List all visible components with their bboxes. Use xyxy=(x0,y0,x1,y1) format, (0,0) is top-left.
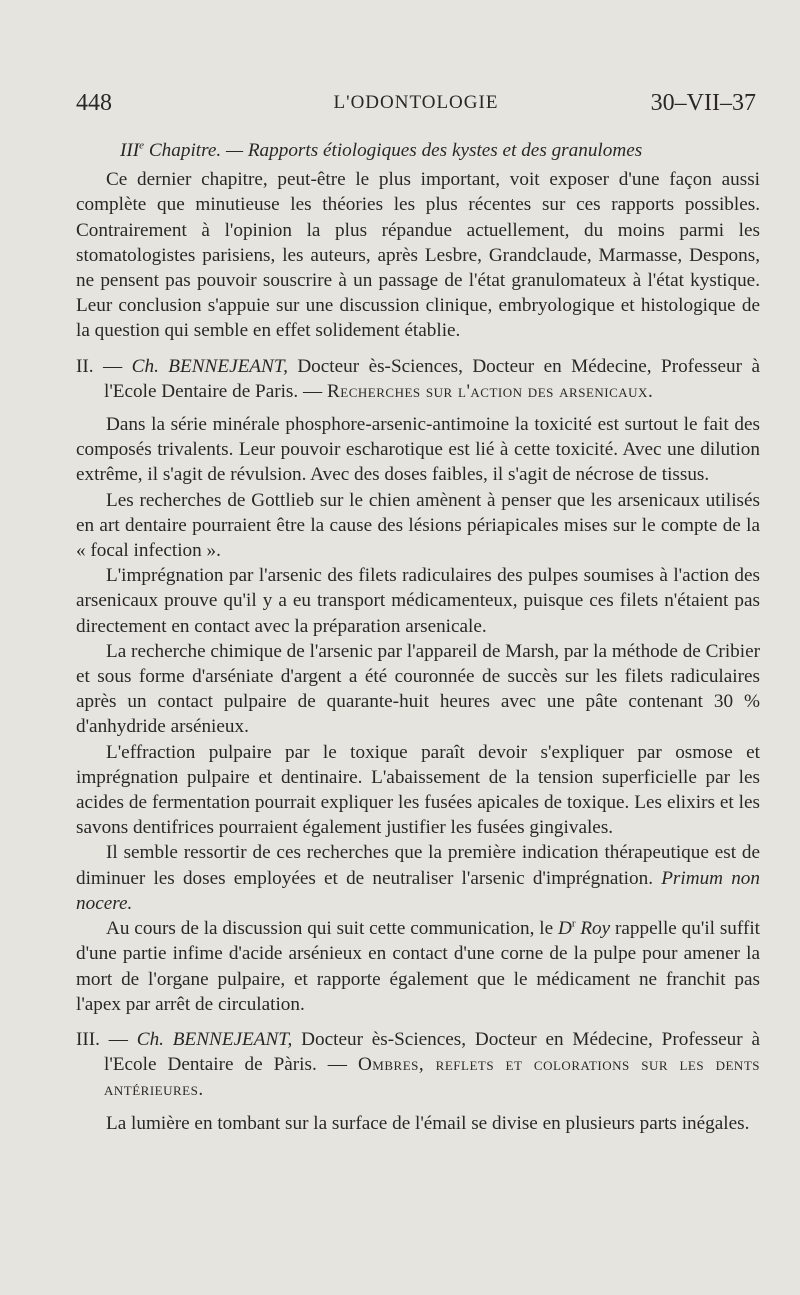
chapter-roman: III xyxy=(120,140,140,161)
chapter-dash: — xyxy=(221,140,248,161)
paragraph: L'effraction pulpaire par le toxique paraît devoir s'expliquer par osmose et imprégnation pulpaire et dentinaire. L'abaissement de la tension superficielle par les acides de fermentation pourrait expliquer les fusées apicales de toxique. Les elixirs et les savons dentifrices pourraient également justifier les fusées gingivales. xyxy=(76,741,760,839)
doctor-sup: r xyxy=(571,917,576,930)
running-header xyxy=(76,90,756,124)
journal-title: L'ODONTOLOGIE xyxy=(333,92,499,113)
chapter-heading xyxy=(76,138,760,163)
conclusion-text: Il semble ressortir de ces recherches que la première indication thérapeutique est de diminuer les doses employées et de neutraliser l'arsenic d'imprégnation. xyxy=(76,842,760,889)
section-3-title: Ombres, reflets et colorations sur les dents antérieures. xyxy=(104,1054,760,1101)
section-3-paragraph: La lumière en tombant sur la surface de l'émail se divise en plusieurs parts inégales. xyxy=(106,1112,750,1134)
chapter-label: Chapitre. xyxy=(144,140,222,161)
doctor-abbrev: D xyxy=(557,918,572,940)
issue-date: 30–VII–37 xyxy=(650,90,756,116)
discussion-paragraph xyxy=(76,916,760,1017)
chapter-title: Rapports étiologiques des kystes et des granulomes xyxy=(247,140,643,161)
section-3-numeral: III. — xyxy=(76,1028,137,1050)
discussion-text-a: Au cours de la discussion qui suit cette communication, le xyxy=(106,918,558,940)
discussion-text-b: rappelle qu'il suffit d'une partie infime d'acide arsénieux en contact d'une corne de la pulpe pour amener la mort de l'organe pulpaire, et rapporte également que le médicament ne franchit pas l'apex par arrêt de circulation. xyxy=(76,918,760,1015)
intro-paragraph: Ce dernier chapitre, peut-être le plus important, voit exposer d'une façon aussi complète que minutieuse les théories les plus récentes sur ces rapports possibles. Contrairement à l'opinion la plus répandue actuellement, du moins parmi les stomatologistes parisiens, les auteurs, après Lesbre, Grandclaude, Marmasse, Despons, ne pensent pas pouvoir souscrire à un passage de l'état granulomateux à l'état kystique. Leur conclusion s'appuie sur une discussion clinique, embryologique et histologique de la question qui semble en effet solidement établie. xyxy=(76,169,760,342)
section-2-numeral: II. — xyxy=(76,355,132,377)
section-2-title: Recherches sur l'action des arsenicaux. xyxy=(326,380,654,402)
paragraph: La recherche chimique de l'arsenic par l'appareil de Marsh, par la méthode de Cribier et sous forme d'arséniate d'argent a été couronnée de succès sur les filets radiculaires après un contact pulpaire de quarante-huit heures avec une pâte contenant 30 % d'anhydride arsénieux. xyxy=(76,640,760,738)
conclusion-paragraph xyxy=(76,840,760,916)
page-number: 448 xyxy=(76,90,112,116)
section-2-credentials: Docteur ès-Sciences, Docteur en Médecine, Professeur à l'Ecole Dentaire de Paris. — xyxy=(104,355,760,402)
section-2-author: Ch. BENNEJEANT, xyxy=(131,355,288,377)
paragraph: Les recherches de Gottlieb sur le chien amènent à penser que les arsenicaux utilisés en art dentaire pourraient être la cause des lésions périapicales mises sur le compte de la « focal infection ». xyxy=(76,489,760,562)
section-3-heading xyxy=(76,1027,760,1103)
latin-maxim: Primum non nocere. xyxy=(76,867,760,914)
chapter-sup: e xyxy=(139,139,145,152)
doctor-name: Roy xyxy=(575,918,611,940)
section-3-credentials: Docteur ès-Sciences, Docteur en Médecine, Professeur à l'Ecole Dentaire de Pàris. — xyxy=(104,1028,760,1076)
paragraph: Dans la série minérale phosphore-arsenic-antimoine la toxicité est surtout le fait des composés trivalents. Leur pouvoir escharotique est lié à cette toxicité. Avec une dilution extrême, il s'agit de révulsion. Avec des doses faibles, il s'agit de nécrose de tissus. xyxy=(76,414,760,486)
paragraph: L'imprégnation par l'arsenic des filets radiculaires des pulpes soumises à l'action des arsenicaux prouve qu'il y a eu transport médicamenteux, puisque ces filets n'étaient pas directement en contact avec la préparation arsenicale. xyxy=(76,565,760,637)
section-2-heading xyxy=(76,354,760,404)
section-3-author: Ch. BENNEJEANT, xyxy=(136,1028,293,1050)
page-body xyxy=(76,138,760,1136)
